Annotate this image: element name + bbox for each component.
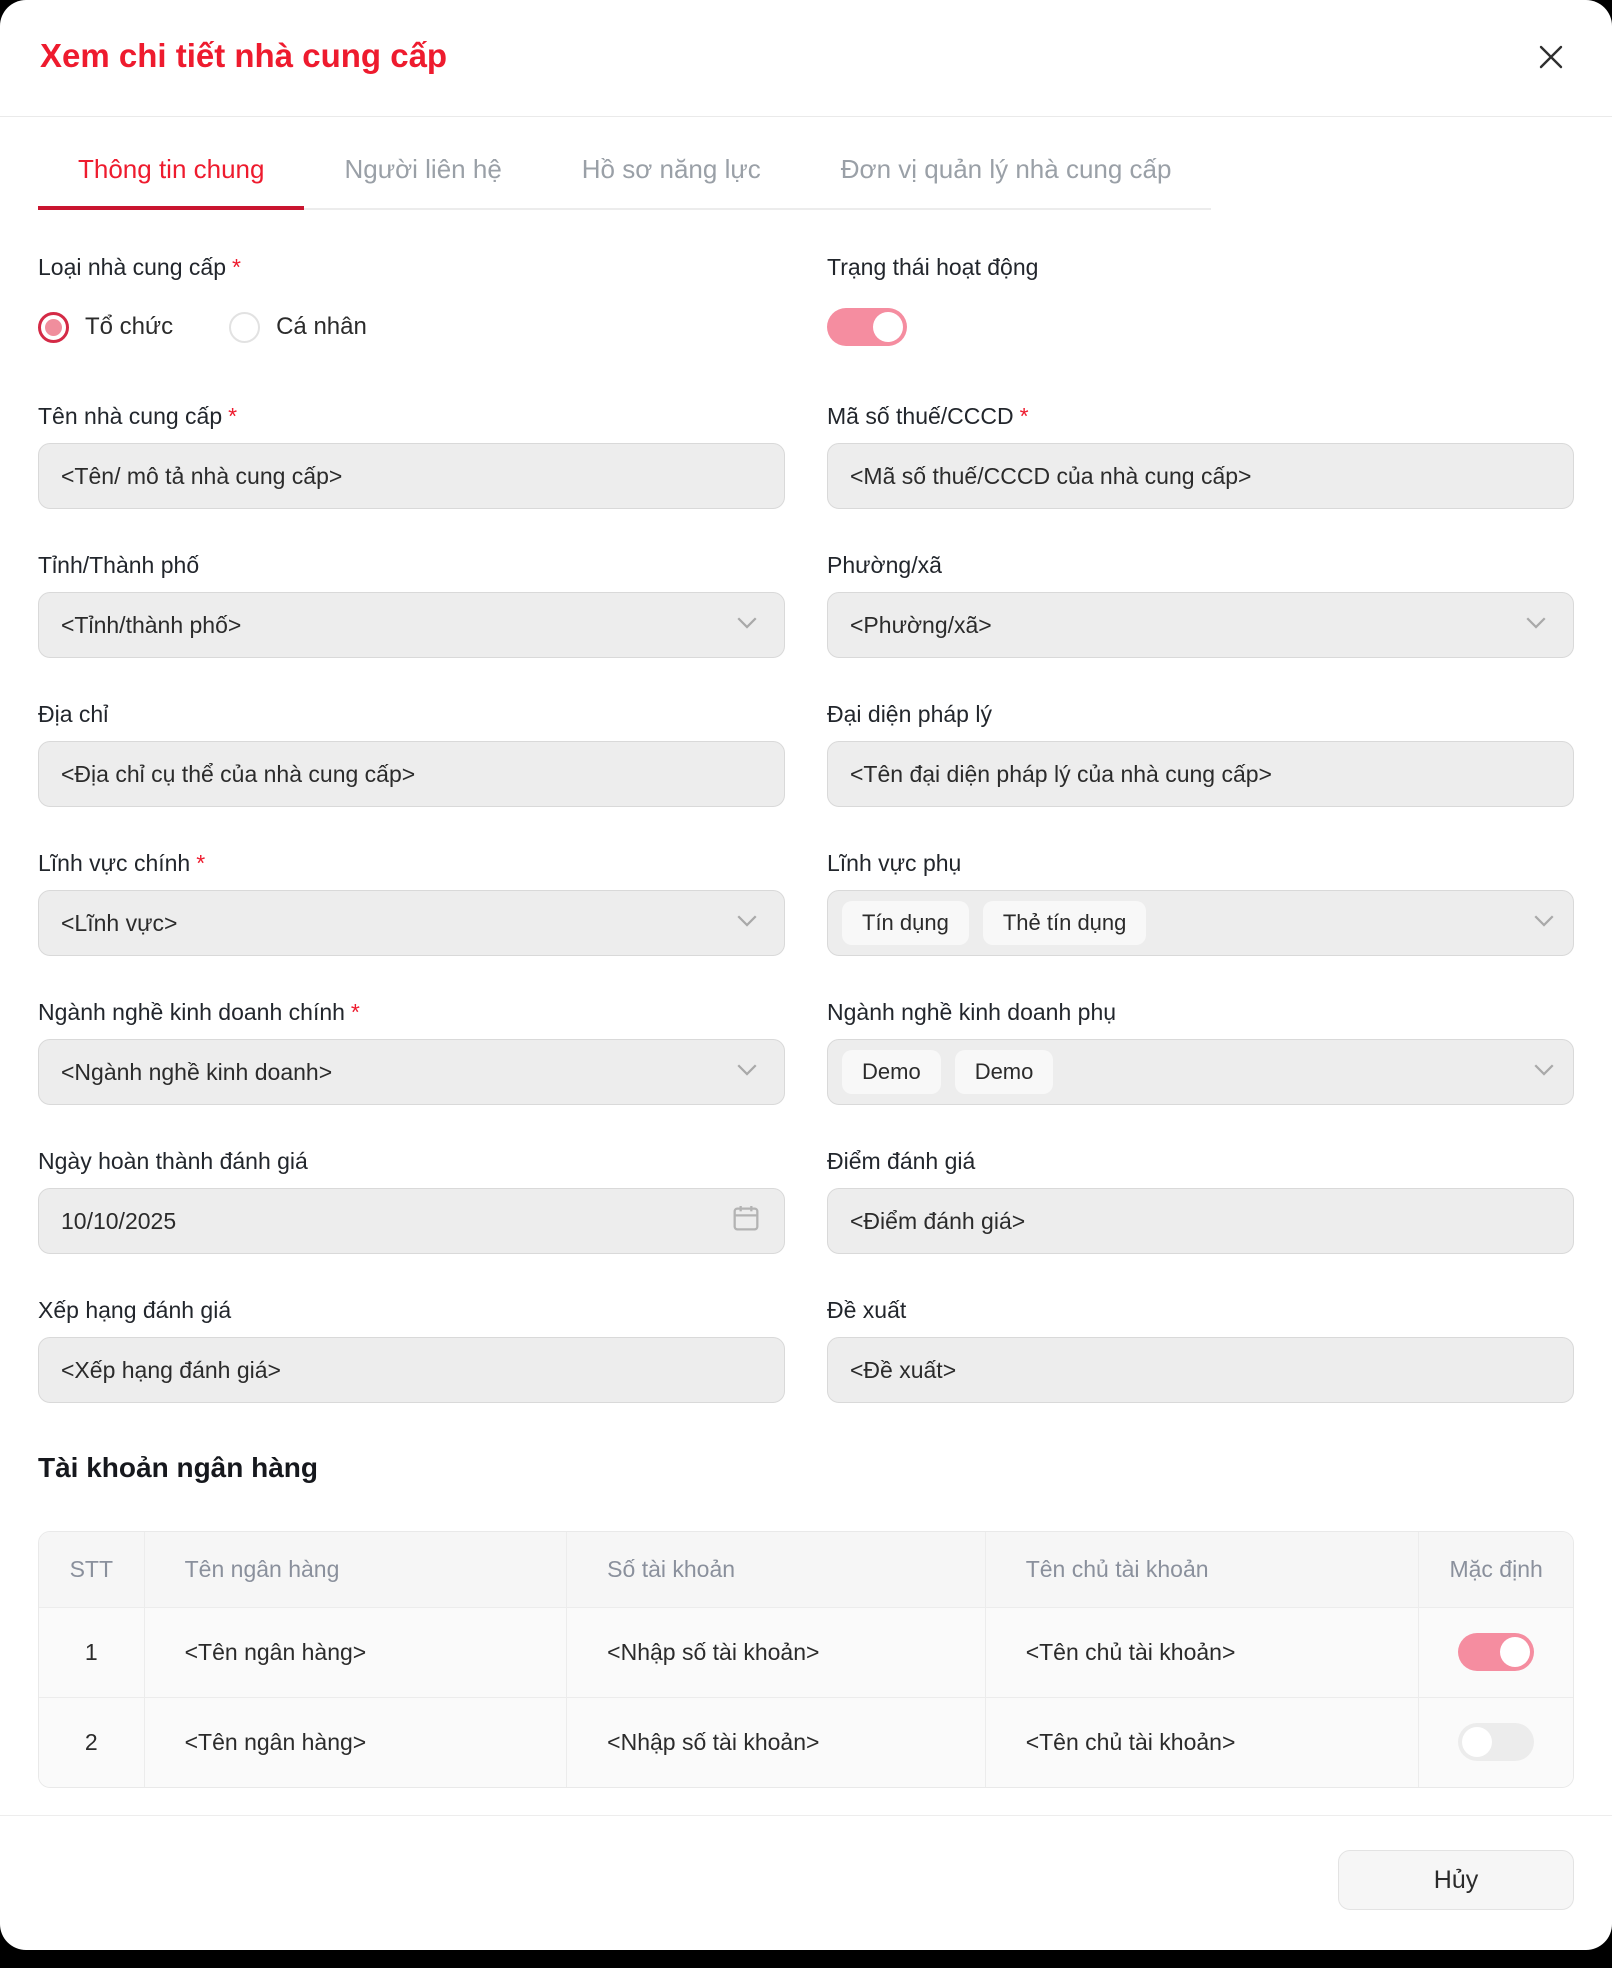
- table-row: [39, 1697, 1573, 1787]
- field-label: Loại nhà cung cấp *: [38, 254, 241, 280]
- field-label: Ngành nghề kinh doanh chính *: [38, 999, 360, 1025]
- field-legal-rep: [827, 699, 1574, 807]
- field-label: Ngày hoàn thành đánh giá: [38, 1148, 308, 1174]
- field-label: Lĩnh vực chính *: [38, 850, 206, 876]
- eval-score-input[interactable]: <Điểm đánh giá>: [827, 1188, 1574, 1254]
- tab-thong-tin-chung[interactable]: Thông tin chung: [38, 127, 304, 210]
- field-label: Trạng thái hoạt động: [827, 254, 1039, 280]
- field-label: Đề xuất: [827, 1297, 907, 1323]
- field-label: Xếp hạng đánh giá: [38, 1297, 232, 1323]
- col-account-owner: Tên chủ tài khoản: [985, 1532, 1419, 1607]
- sub-field-multiselect[interactable]: [827, 890, 1574, 956]
- field-eval-date: [38, 1146, 785, 1254]
- field-sub-field: [827, 848, 1574, 956]
- required-asterisk: *: [1019, 403, 1029, 429]
- field-province: [38, 550, 785, 658]
- address-input[interactable]: <Địa chỉ cụ thể của nhà cung cấp>: [38, 741, 785, 807]
- status-toggle[interactable]: [827, 308, 907, 346]
- field-label: Ngành nghề kinh doanh phụ: [827, 999, 1117, 1025]
- tax-code-input[interactable]: <Mã số thuế/CCCD của nhà cung cấp>: [827, 443, 1574, 509]
- field-label: Điểm đánh giá: [827, 1148, 976, 1174]
- required-asterisk: *: [196, 850, 206, 876]
- cell-account-owner: <Tên chủ tài khoản>: [985, 1697, 1419, 1787]
- tag: Thẻ tín dụng: [983, 901, 1147, 945]
- supplier-name-input[interactable]: <Tên/ mô tả nhà cung cấp>: [38, 443, 785, 509]
- sub-business-multiselect[interactable]: [827, 1039, 1574, 1105]
- field-label: Địa chỉ: [38, 701, 109, 727]
- field-eval-rank: [38, 1295, 785, 1403]
- tab-bar: [38, 127, 1211, 210]
- default-toggle[interactable]: [1458, 1723, 1534, 1761]
- tab-ho-so-nang-luc[interactable]: Hồ sơ năng lực: [542, 127, 801, 210]
- calendar-icon[interactable]: [730, 1202, 762, 1240]
- eval-date-input[interactable]: 10/10/2025: [38, 1188, 785, 1254]
- province-select[interactable]: <Tỉnh/thành phố>: [38, 592, 785, 658]
- ward-select[interactable]: <Phường/xã>: [827, 592, 1574, 658]
- tag: Demo: [955, 1050, 1054, 1094]
- field-label: Tên nhà cung cấp *: [38, 403, 238, 429]
- bank-section-title: Tài khoản ngân hàng: [38, 1452, 319, 1483]
- modal-footer: [0, 1815, 1612, 1910]
- radio-to-chuc[interactable]: [38, 312, 173, 343]
- default-toggle[interactable]: [1458, 1633, 1534, 1671]
- radio-unselected-icon: [229, 312, 260, 343]
- chevron-down-icon: [1521, 607, 1551, 643]
- close-icon: [1536, 42, 1566, 77]
- field-label: Mã số thuế/CCCD *: [827, 403, 1029, 429]
- field-label: Phường/xã: [827, 552, 942, 578]
- close-button[interactable]: [1534, 42, 1568, 76]
- cell-account-number: <Nhập số tài khoản>: [567, 1607, 986, 1697]
- field-sub-business: [827, 997, 1574, 1105]
- cell-account-number: <Nhập số tài khoản>: [567, 1697, 986, 1787]
- chevron-down-icon: [1529, 1054, 1559, 1090]
- cell-bank-name: <Tên ngân hàng>: [144, 1607, 567, 1697]
- radio-ca-nhan[interactable]: [229, 312, 367, 343]
- col-stt: STT: [39, 1532, 144, 1607]
- chevron-down-icon: [732, 607, 762, 643]
- field-label: Đại diện pháp lý: [827, 701, 992, 727]
- field-tax-code: [827, 401, 1574, 509]
- field-supplier-type: [38, 252, 785, 360]
- legal-rep-input[interactable]: <Tên đại diện pháp lý của nhà cung cấp>: [827, 741, 1574, 807]
- field-eval-score: [827, 1146, 1574, 1254]
- tag: Tín dụng: [842, 901, 969, 945]
- modal-header: [0, 0, 1612, 117]
- chevron-down-icon: [732, 905, 762, 941]
- required-asterisk: *: [228, 403, 238, 429]
- radio-label: Tổ chức: [85, 313, 174, 340]
- field-label: Tỉnh/Thành phố: [38, 552, 200, 578]
- cell-stt: 1: [39, 1607, 144, 1697]
- field-main-business: [38, 997, 785, 1105]
- supplier-type-radio-group: [38, 294, 785, 360]
- table-row: [39, 1607, 1573, 1697]
- field-ward: [827, 550, 1574, 658]
- cell-stt: 2: [39, 1697, 144, 1787]
- general-info-form: [0, 210, 1612, 1403]
- radio-label: Cá nhân: [276, 313, 367, 340]
- proposal-input[interactable]: <Đề xuất>: [827, 1337, 1574, 1403]
- main-business-select[interactable]: <Ngành nghề kinh doanh>: [38, 1039, 785, 1105]
- page-title: Xem chi tiết nhà cung cấp: [40, 37, 448, 74]
- required-asterisk: *: [350, 999, 360, 1025]
- chevron-down-icon: [732, 1054, 762, 1090]
- col-account-number: Số tài khoản: [567, 1532, 986, 1607]
- tab-nguoi-lien-he[interactable]: Người liên hệ: [304, 127, 541, 210]
- field-main-field: [38, 848, 785, 956]
- col-bank-name: Tên ngân hàng: [144, 1532, 567, 1607]
- field-label: Lĩnh vực phụ: [827, 850, 962, 876]
- cell-default: [1419, 1607, 1573, 1697]
- col-default: Mặc định: [1419, 1532, 1573, 1607]
- eval-rank-input[interactable]: <Xếp hạng đánh giá>: [38, 1337, 785, 1403]
- main-field-select[interactable]: <Lĩnh vực>: [38, 890, 785, 956]
- field-address: [38, 699, 785, 807]
- cell-account-owner: <Tên chủ tài khoản>: [985, 1607, 1419, 1697]
- cell-default: [1419, 1697, 1573, 1787]
- cell-bank-name: <Tên ngân hàng>: [144, 1697, 567, 1787]
- required-asterisk: *: [232, 254, 241, 280]
- field-status: [827, 252, 1574, 360]
- radio-selected-icon: [38, 312, 69, 343]
- chevron-down-icon: [1529, 905, 1559, 941]
- tab-don-vi-quan-ly[interactable]: Đơn vị quản lý nhà cung cấp: [801, 127, 1212, 210]
- field-supplier-name: [38, 401, 785, 509]
- tag: Demo: [842, 1050, 941, 1094]
- field-proposal: [827, 1295, 1574, 1403]
- table-header-row: [39, 1532, 1573, 1607]
- bank-accounts-table: [38, 1531, 1574, 1788]
- cancel-button[interactable]: Hủy: [1338, 1850, 1574, 1910]
